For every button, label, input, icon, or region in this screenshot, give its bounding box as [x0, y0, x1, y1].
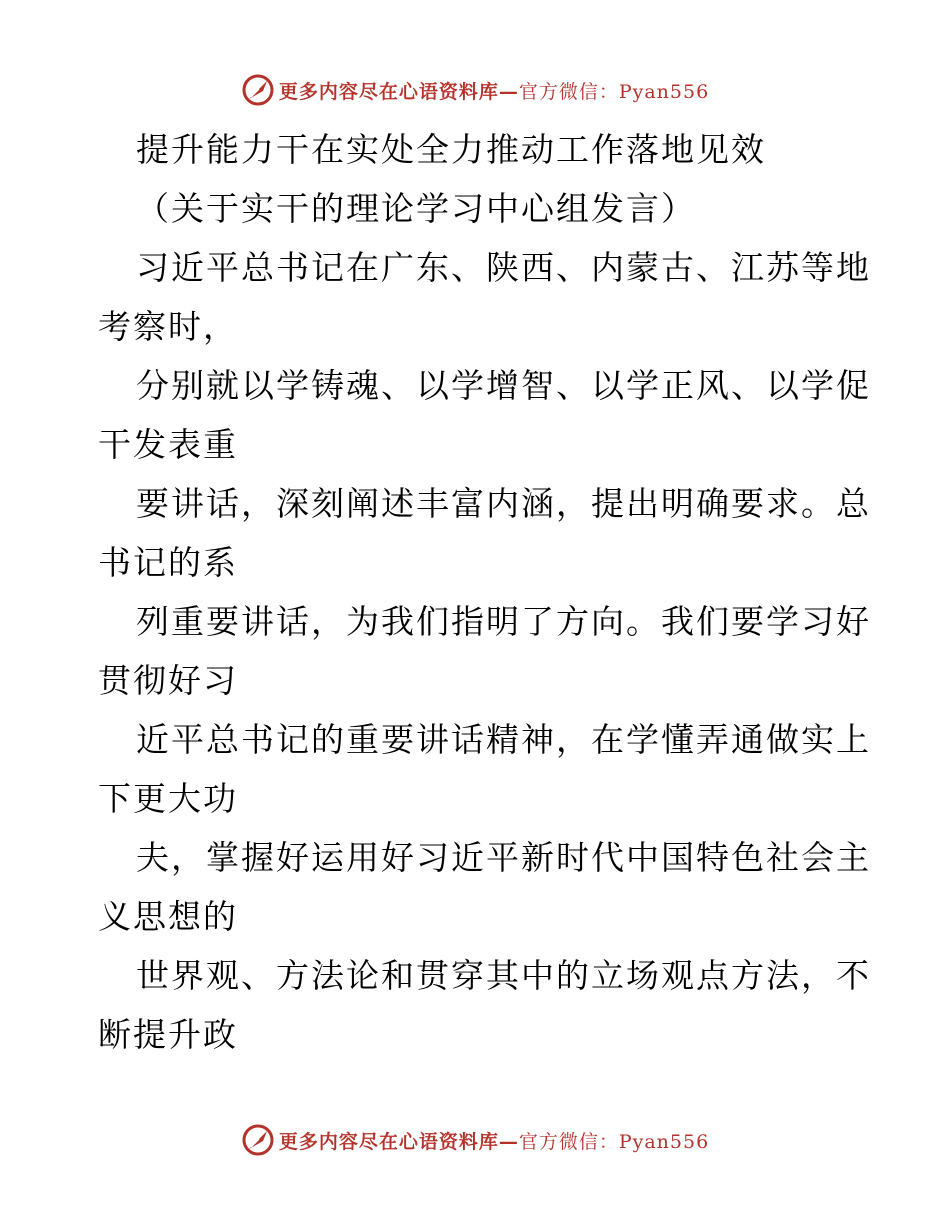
paragraph-line: 下更大功: [98, 779, 238, 818]
header-banner-main: 更多内容尽在心语资料库: [278, 80, 499, 103]
paragraph-line: 列重要讲话，为我们指明了方向。我们要学习好: [136, 602, 871, 641]
paragraph-line: 近平总书记的重要讲话精神，在学懂弄通做实上: [136, 720, 871, 759]
footer-banner-text: [279, 1127, 709, 1154]
header-banner-dash: —: [498, 80, 519, 103]
quill-pen-logo-icon: [241, 1123, 275, 1157]
quill-pen-logo-icon: [241, 73, 275, 107]
paragraph-line: 断提升政: [98, 1015, 238, 1054]
document-title: 提升能力干在实处全力推动工作落地见效: [136, 130, 766, 169]
paragraph-line: 贯彻好习: [98, 661, 238, 700]
header-banner-wechat: 官方微信：Pyan556: [518, 80, 710, 103]
footer-banner-main: 更多内容尽在心语资料库: [278, 1130, 499, 1153]
footer-banner-dash: —: [498, 1130, 519, 1153]
footer-banner-wechat: 官方微信：Pyan556: [518, 1130, 710, 1153]
paragraph-line: 夫，掌握好运用好习近平新时代中国特色社会主: [136, 838, 871, 877]
paragraph-line: 考察时，: [98, 307, 238, 346]
document-subtitle: （关于实干的理论学习中心组发言）: [136, 189, 696, 228]
paragraph-line: 习近平总书记在广东、陕西、内蒙古、江苏等地: [136, 248, 871, 287]
paragraph-line: 书记的系: [98, 543, 238, 582]
document-body: [98, 120, 871, 1064]
paragraph-line: 分别就以学铸魂、以学增智、以学正风、以学促: [136, 366, 871, 405]
paragraph-line: 义思想的: [98, 897, 238, 936]
paragraph-line: 世界观、方法论和贯穿其中的立场观点方法，不: [136, 956, 871, 995]
paragraph-line: 要讲话，深刻阐述丰富内涵，提出明确要求。总: [136, 484, 871, 523]
header-banner: [0, 70, 950, 110]
footer-banner: [0, 1120, 950, 1160]
header-banner-text: [279, 77, 709, 104]
paragraph-line: 干发表重: [98, 425, 238, 464]
